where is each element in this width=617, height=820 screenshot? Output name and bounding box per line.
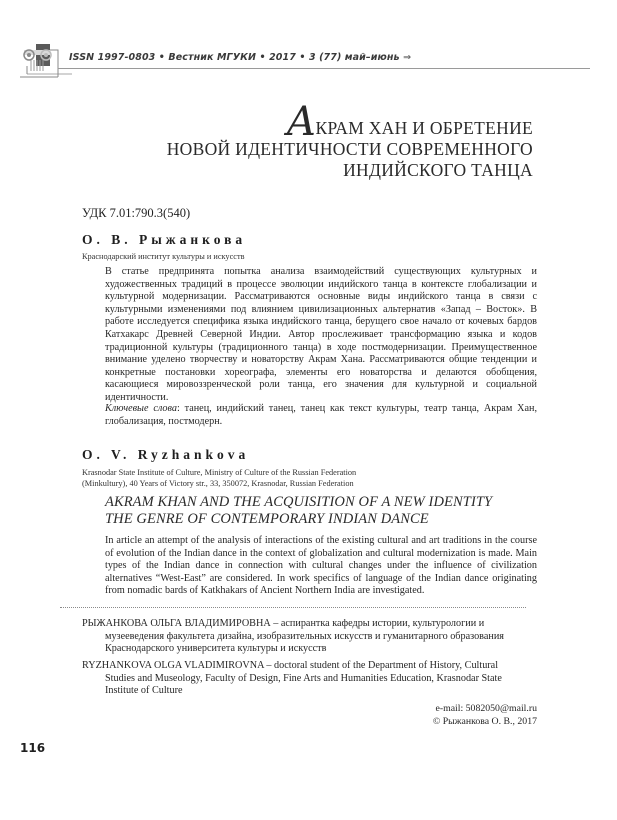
abstract-ru (105, 266, 537, 405)
keywords-label: Ключевые слова (105, 403, 177, 414)
title-line-2: НОВОЙ ИДЕНТИЧНОСТИ СОВРЕМЕННОГО (166, 139, 533, 159)
issue: 3 (77) май–июнь (308, 52, 400, 63)
article-title-ru (166, 99, 533, 181)
bio-en-line-3: Institute of Culture (105, 685, 183, 697)
bio-ru-line-2: музееведения факультета дизайна, изобразительных искусств и гуманитарного образования (105, 630, 504, 642)
bio-en-line-1: RYZHANKOVA OLGA VLADIMIROVNA – doctoral student of the Department of History, Cultural (82, 660, 499, 671)
issn: ISSN 1997-0803 (69, 52, 156, 63)
ionic-column-icon (20, 42, 72, 90)
keywords-text: : танец, индийский танец, танец как текст культуры, театр танца, Акрам Хан, глобализация, постмодерн. (105, 403, 537, 427)
bio-ru-line-1: РЫЖАНКОВА ОЛЬГА ВЛАДИМИРОВНА – аспирантка кафедры истории, культурологии и (82, 618, 485, 629)
author-bio-en (82, 660, 537, 698)
journal-name: Вестник МГУКИ (168, 52, 257, 63)
drop-cap: А (286, 99, 315, 145)
copyright: © Рыжанкова О. В., 2017 (432, 716, 537, 727)
contacts (433, 702, 537, 728)
running-header (69, 52, 411, 63)
separator: • (158, 52, 165, 63)
bio-en-line-2: Studies and Museology, Faculty of Design, Fine Arts and Humanities Education, Krasnodar State (105, 672, 502, 684)
author-name-en: O. V. Ryzhankova (82, 447, 250, 462)
affiliation-en-line-2: (Minkultury), 40 Years of Victory str., 33, 350072, Krasnodar, Russian Federation (82, 479, 354, 488)
bio-ru-line-3: Краснодарского университета культуры и искусств (105, 643, 327, 655)
year: 2017 (269, 52, 296, 63)
author-email[interactable]: e-mail: 5082050@mail.ru (435, 703, 537, 714)
title-line-1 (167, 99, 533, 145)
header-rule (58, 68, 590, 69)
author-name-ru: О. В. Рыжанкова (82, 232, 247, 247)
affiliation-en-line-1: Krasnodar State Institute of Culture, Ministry of Culture of the Russian Federation (82, 468, 357, 477)
abstract-en: In article an attempt of the analysis of interactions of the existing cultural and art traditions in the course of evolution of the Indian dance in the context of globalization and cultural modernization is made. Main types of the Indian dance in connection with cultural changes under the influence of civilization alternatives “West-East” are considered. In work specifics of language of the Indian dance originating from nomadic bards of Katkhakars of Ancient Northern India are investigated. (105, 535, 537, 597)
title-line-1-text: КРАМ ХАН И ОБРЕТЕНИЕ (315, 118, 533, 138)
abstract-ru-text: В статье предпринята попытка анализа взаимодействий существующих культурных и художественных традиций в процессе эволюции индийского танца в контексте глобализации и культурной модернизации. Рассматриваются основные виды индийского танца в связи с культурными изменениями под влиянием цивилизационных альтернатив «Запад – Восток». В работе исследуется специфика языка индийского танца, берущего свое начало от кочевых бардов Катхакарс Древней Северной Индии. Автор прослеживает трансформацию языка и кодов традиционной культуры (традиционного танца) в ходе постмодернизации. Преимущественное внимание уделено творчеству и новаторству Акрам Хана. Рассматриваются общие тенденции и конкретные постановки хореографа, элементы его новаторства и делаются обобщения, касающиеся мировоззренческой роли танца, его значения для культурной и социальной идентичности. (105, 266, 537, 403)
page-number: 116 (20, 741, 46, 755)
arrow-right-icon: ⇒ (403, 52, 412, 63)
author-affiliation-en (82, 467, 356, 489)
article-title-en (105, 494, 492, 528)
author-bio-ru (82, 618, 537, 656)
title-en-line-1: AKRAM KHAN AND THE ACQUISITION OF A NEW IDENTITY (105, 494, 493, 510)
title-en-line-2: THE GENRE OF CONTEMPORARY INDIAN DANCE (105, 511, 429, 527)
udk-code: УДК 7.01:790.3(540) (82, 206, 191, 220)
separator: • (259, 52, 266, 63)
separator: • (299, 52, 306, 63)
title-line-3: ИНДИЙСКОГО ТАНЦА (343, 160, 533, 180)
section-divider (60, 607, 526, 608)
keywords-ru (105, 403, 537, 428)
author-affiliation-ru: Краснодарский институт культуры и искусств (82, 252, 245, 261)
